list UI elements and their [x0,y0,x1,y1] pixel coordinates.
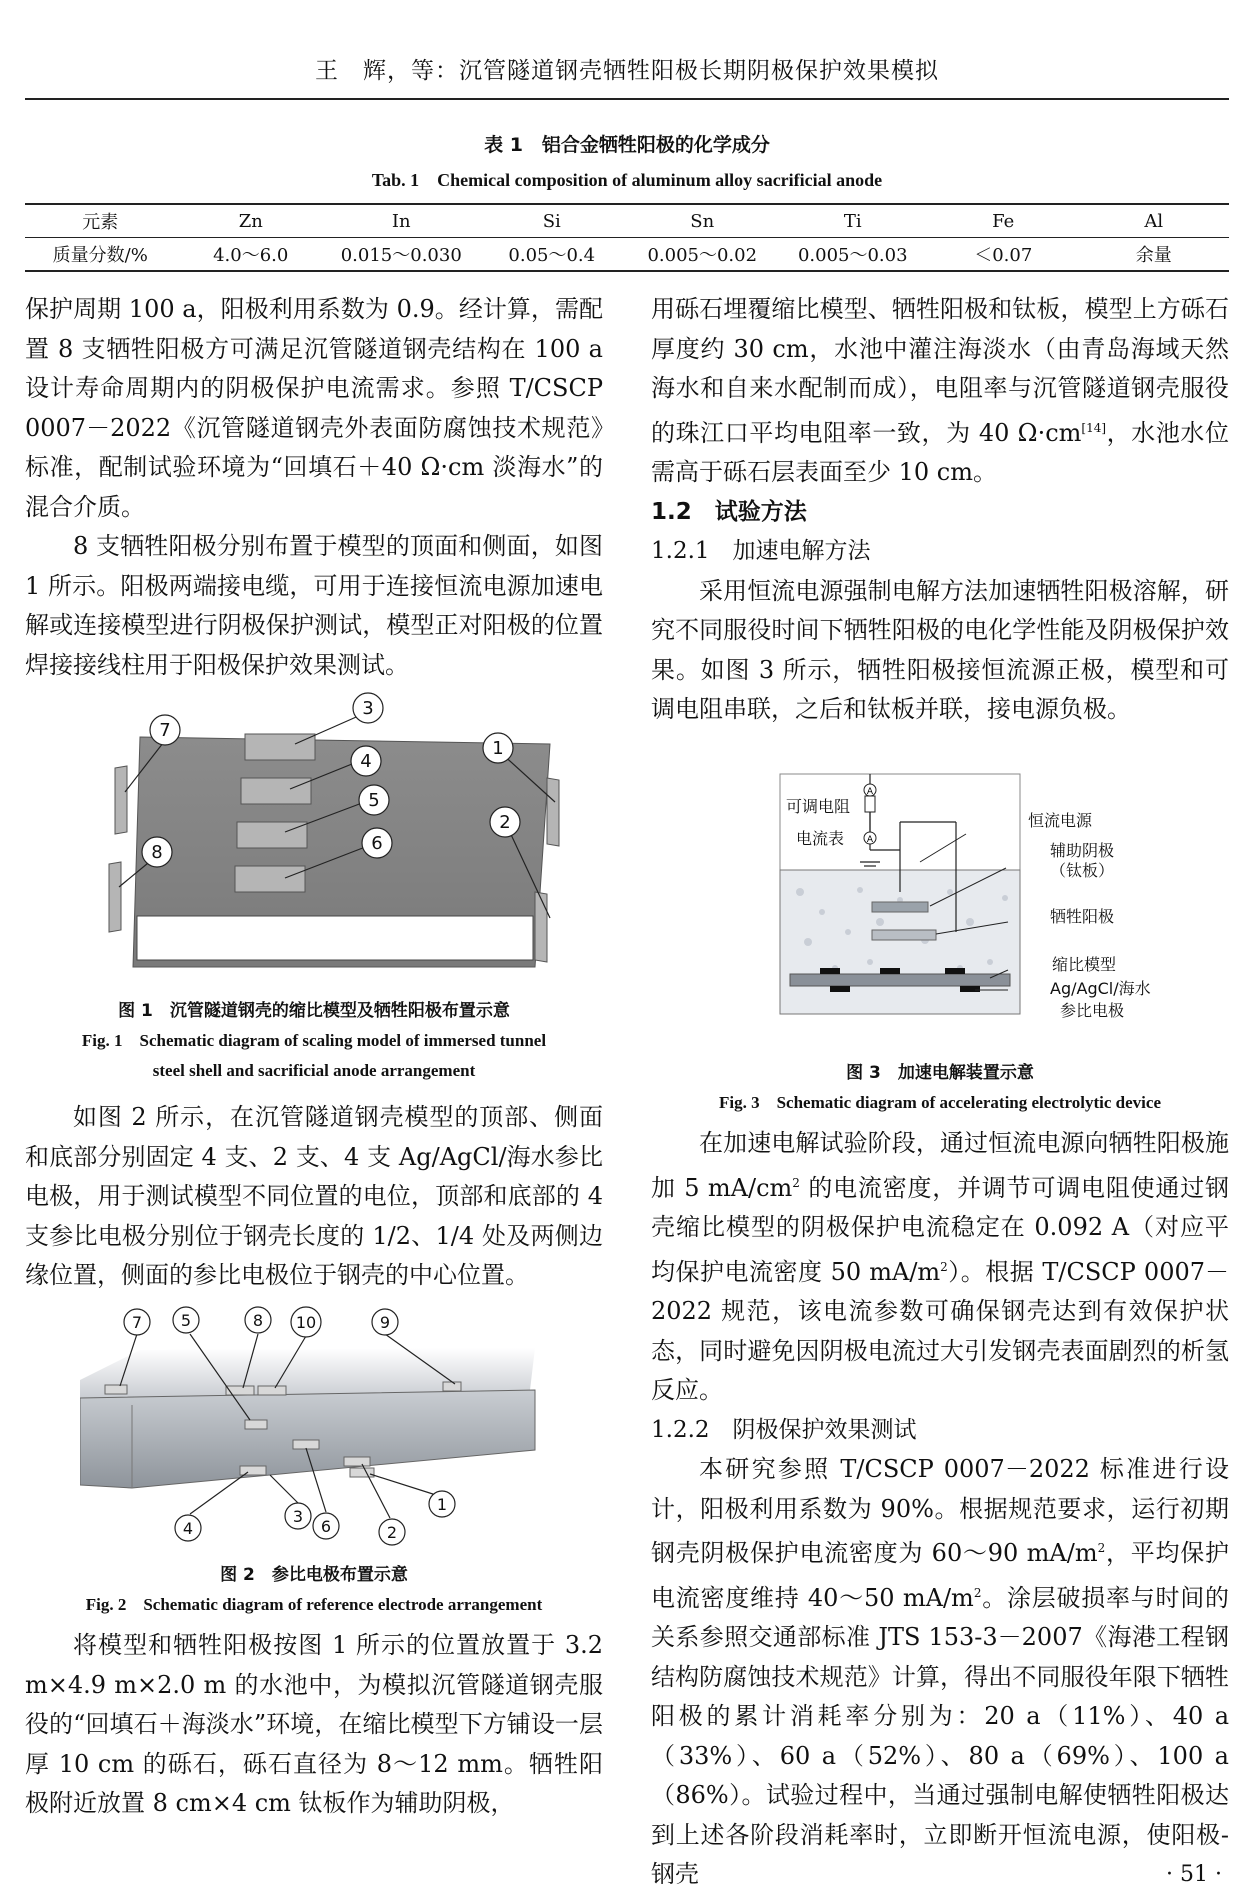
label-3: 3 [362,698,374,719]
label-2: 2 [499,812,511,833]
label-3: 3 [292,1507,304,1526]
label-ammeter: 电流表 [796,829,845,848]
table-caption-en: Tab. 1 Chemical composition of aluminum alloy sacrificial anode [371,170,883,190]
paragraph: 用砾石埋覆缩比模型、牺牲阳极和钛板，模型上方砾石厚度约 30 cm，水池中灌注海淡水（由青岛海域天然海水和自来水配制而成），电阻率与沉管隧道钢壳服役的珠江口平均电阻率一致，为 40 Ω·cm[14]，水池水位需高于砾石层表面至少 10 cm。 [651,295,1230,486]
label-9: 9 [379,1313,391,1332]
label-7: 7 [131,1313,143,1332]
sacrificial-anode [872,930,936,940]
electrode-1 [350,1468,374,1477]
figure-2-electrode-diagram [80,1300,600,1555]
table-cell: 0.05～0.4 [477,238,628,272]
electrode-10 [258,1386,286,1395]
label-1: 1 [436,1495,448,1514]
anode-5 [237,822,307,848]
table-header-cell: Ti [778,204,929,238]
label-5: 5 [368,790,380,811]
label-adjustable-resistor: 可调电阻 [786,797,851,816]
electrode-4 [240,1466,266,1475]
table-cell: 余量 [1079,238,1230,272]
model-box [80,1390,535,1488]
paragraph: 如图 2 所示，在沉管隧道钢壳模型的顶部、侧面和底部分别固定 4 支、2 支、4 支 Ag/AgCl/海水参比电极，用于测试模型不同位置的电位，顶部和底部的 4 支参比电极分别位于钢壳长度的 1/2、1/4 处及两侧边缘位置，侧面的参比电极位于钢壳的中心位置。 [25,1103,603,1289]
table-header-cell: Al [1079,204,1230,238]
figure-1-caption [25,996,603,1086]
figure-2-caption-en: Fig. 2 Schematic diagram of reference electrode arrangement [85,1595,543,1614]
figure-2-caption-zh: 图 2 参比电极布置示意 [220,1565,408,1585]
ammeter-symbol: A [866,835,874,845]
table-header-cell: Si [477,204,628,238]
paragraph: 在加速电解试验阶段，通过恒流电源向牺牲阳极施加 5 $mA/cm^2$ 的电流密度，并调节可调电阻使通过钢壳缩比模型的阴极保护电流稳定在 0.092 A（对应平均保护电流密度 50 $mA/m^2$）。根据 T/CSCP 0007－2022 规范，该电流参数可确保钢壳达到有效保护状态，同时避免因阴极电流过大引发钢壳表面剧烈的析氢反应。 [651,1129,1230,1404]
left-column-bottom [25,1626,603,1824]
label-7: 7 [159,720,171,741]
label-6: 6 [371,833,383,854]
electrode-7 [105,1385,127,1394]
table-caption-zh: 表 1 铝合金牺牲阳极的化学成分 [484,134,770,156]
paragraph: 采用恒流电源强制电解方法加速牺牲阳极溶解，研究不同服役时间下牺牲阳极的电化学性能及阴极保护效果。如图 3 所示，牺牲阳极接恒流源正极，模型和可调电阻串联，之后和钛板并联，接电源负极。 [651,576,1229,723]
page-number: · 51 · [1166,1862,1222,1887]
table-header-cell: Zn [176,204,327,238]
figure-3-caption [651,1058,1229,1118]
running-header: 王 辉，等：沉管隧道钢壳牺牲阳极长期阴极保护效果模拟 [315,58,939,84]
adjustable-resistor-icon [865,796,875,812]
label-10: 10 [295,1313,317,1332]
label-scaled-model: 缩比模型 [1052,955,1117,974]
figure-1-caption-zh: 图 1 沉管隧道钢壳的缩比模型及牺牲阳极布置示意 [118,1001,510,1021]
paragraph: 保护周期 100 a，阳极利用系数为 0.9。经计算，需配置 8 支牺牲阳极方可满足沉管隧道钢壳结构在 100 a 设计寿命周期内的阴极保护电流需求。参照 T/CSCP 0007－2022《沉管隧道钢壳外表面防腐蚀技术规范》标准，配制试验环境为“回填石＋40 Ω·cm 淡海水”的混合介质。 [25,295,603,521]
figure-1-model-diagram [95,692,605,992]
label-constant-current-source: 恒流电源 [1028,811,1093,830]
right-column-bottom [651,1124,1229,1895]
composition-table [25,203,1229,272]
paragraph: 将模型和牺牲阳极按图 1 所示的位置放置于 3.2 m×4.9 m×2.0 m 的水池中，为模拟沉管隧道钢壳服役的“回填石＋海淡水”环境，在缩比模型下方铺设一层厚 10 cm 的砾石，砾石直径为 8～12 mm。牺牲阳极附近放置 8 cm×4 cm 钛板作为辅助阴极， [25,1631,603,1817]
label-sacrificial-anode: 牺牲阳极 [1050,907,1115,926]
figure-1-caption-en-2: steel shell and sacrificial anode arrangement [152,1061,476,1080]
label-2: 2 [386,1523,398,1542]
table-cell: 质量分数/% [25,238,176,272]
left-column-top [25,290,603,685]
label-auxiliary-cathode: 辅助阴极 [1050,841,1115,860]
label-reference-electrode-1: Ag/AgCl/海水 [1050,979,1151,998]
table-header-row [25,204,1229,238]
anode-3 [245,734,315,760]
header-rule [25,98,1229,100]
electrode-5 [226,1386,254,1395]
section-heading-1-2-2: 1.2.2 阴极保护效果测试 [651,1416,917,1443]
label-reference-electrode-2: 参比电极 [1060,1001,1125,1020]
table-cell: 0.005～0.02 [627,238,778,272]
table-row [25,238,1229,272]
right-column-top [651,290,1229,730]
label-8: 8 [252,1311,264,1330]
section-heading-1-2-1: 1.2.1 加速电解方法 [651,538,871,564]
electrode-2 [344,1457,370,1466]
figure-3-caption-en: Fig. 3 Schematic diagram of accelerating electrolytic device [718,1093,1161,1112]
figure-1-caption-en-1: Fig. 1 Schematic diagram of scaling model of immersed tunnel [81,1031,547,1050]
table-cell: ＜0.07 [928,238,1079,272]
electrode-9 [443,1382,461,1391]
figure-3-electrolytic-device [760,772,1180,1037]
paragraph: 8 支牺牲阳极分别布置于模型的顶面和侧面，如图 1 所示。阳极两端接电缆，可用于连接恒流电源加速电解或连接模型进行阴极保护测试，模型正对阳极的位置焊接接线柱用于阳极保护效果测试。 [25,532,603,679]
label-titanium-plate: （钛板） [1050,861,1115,880]
titanium-plate [872,902,928,912]
figure-2-caption [25,1560,603,1620]
table-cell: 0.005～0.03 [778,238,929,272]
table-header-cell: Sn [627,204,778,238]
anode-7 [115,766,127,834]
label-1: 1 [492,738,504,759]
table-cell: 0.015～0.030 [326,238,477,272]
paragraph: 本研究参照 T/CSCP 0007－2022 标准进行设计，阳极利用系数为 90%。根据规范要求，运行初期钢壳阴极保护电流密度为 60～90 $mA/m^2$，平均保护电流密度维持 40～50 $mA/m^2$。涂层破损率与时间的关系参照交通部标准 JTS 153-3－2007《海港工程钢结构防腐蚀技术规范》计算，得出不同服役年限下牺牲阳极的累计消耗率分别为：20 a（11%）、40 a（33%）、60 a（52%）、80 a（69%）、100 a（86%）。试验过程中，当通过强制电解使牺牲阳极达到上述各阶段消耗率时，立即断开恒流电源，使阳极-钢壳 [651,1455,1229,1888]
table-header-cell: Fe [928,204,1079,238]
model-top-shadow [80,1348,535,1398]
label-8: 8 [151,842,163,863]
label-4: 4 [360,751,372,772]
electrode-8 [245,1420,267,1429]
scaled-model-plate [790,974,1010,986]
left-column-mid [25,1098,603,1296]
ammeter-symbol: A [866,787,874,797]
anode-6 [235,866,305,892]
anode-8 [109,862,121,932]
anode-1 [547,778,559,846]
model-front-face [137,916,533,960]
label-6: 6 [320,1517,332,1536]
table-header-cell: 元素 [25,204,176,238]
section-heading-1-2: 1.2 试验方法 [651,498,807,525]
table-header-cell: In [326,204,477,238]
label-4: 4 [182,1519,194,1538]
label-5: 5 [180,1311,192,1330]
electrode-6 [293,1440,319,1449]
figure-3-caption-zh: 图 3 加速电解装置示意 [846,1063,1034,1083]
anode-4 [241,778,311,804]
table-cell: 4.0～6.0 [176,238,327,272]
anode-2 [535,892,547,962]
